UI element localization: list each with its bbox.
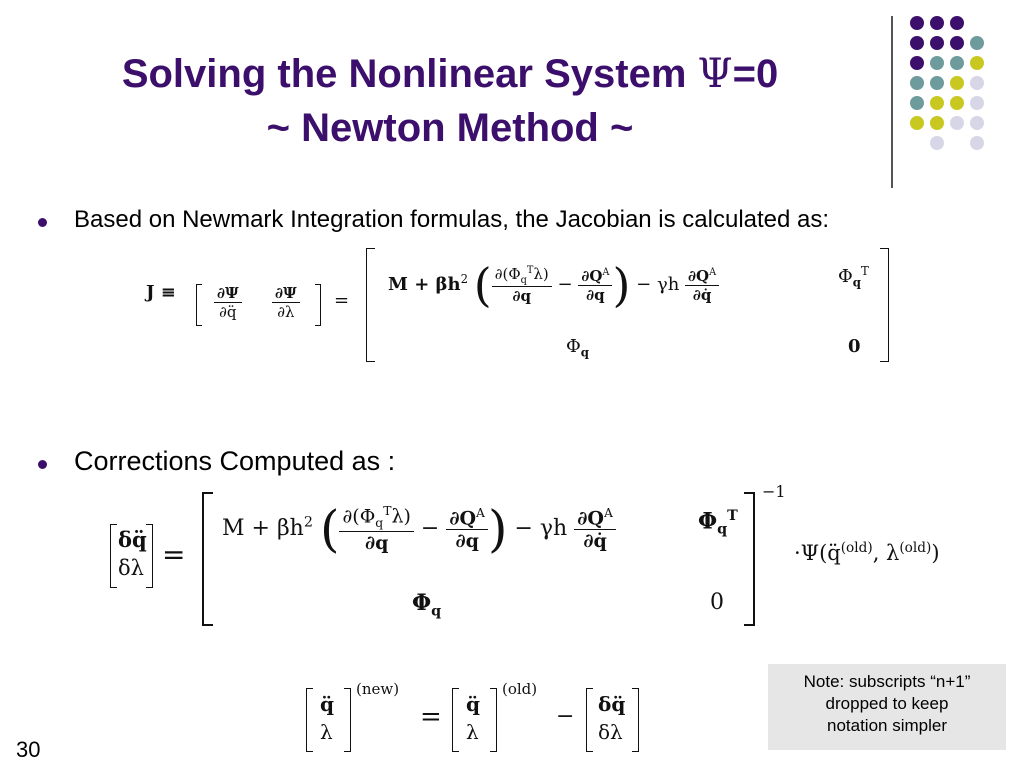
decorative-dot xyxy=(970,36,984,50)
correction-matrix-right-bracket xyxy=(744,492,755,626)
old-sup-1: (old) xyxy=(840,540,873,556)
correction-phi-t xyxy=(698,508,738,538)
asup2-2: A xyxy=(603,505,613,520)
decorative-dot xyxy=(930,116,944,130)
asup2: A xyxy=(709,266,717,278)
tsup: T xyxy=(526,265,534,276)
decorative-dot xyxy=(950,96,964,110)
asup-2: A xyxy=(476,505,485,520)
dqa2-2: ∂Q xyxy=(577,507,604,530)
pn1b: λ) xyxy=(533,265,549,283)
decorative-dot xyxy=(910,76,924,90)
minus-2: − xyxy=(420,516,440,541)
phi2: Φ xyxy=(566,336,581,357)
update-equals: = xyxy=(420,702,442,732)
title-eq: =0 xyxy=(732,52,779,96)
decorative-dot xyxy=(910,56,924,70)
pd2-2: ∂q xyxy=(455,530,479,553)
correction-zero: 0 xyxy=(710,590,724,615)
qdd-new: q̈ xyxy=(320,692,334,716)
sq2: 2 xyxy=(303,514,313,531)
pn1-2: ∂(Φ xyxy=(342,505,376,528)
old-vector-left-bracket xyxy=(452,688,459,752)
asup: A xyxy=(602,266,610,278)
old-vector-right-bracket xyxy=(490,688,497,752)
new-vector-left-bracket xyxy=(306,688,313,752)
correction-matrix-left-bracket xyxy=(202,492,213,626)
close-paren: ) xyxy=(931,541,940,565)
decorative-dot xyxy=(970,76,984,90)
phi3: Φ xyxy=(698,508,718,535)
qdd-old: q̈ xyxy=(466,692,480,716)
dqa2: ∂Q xyxy=(688,266,710,285)
note-line1: Note: subscripts “n+1” xyxy=(803,672,971,691)
old-sup-2: (old) xyxy=(899,540,932,556)
decorative-dot xyxy=(970,96,984,110)
jacobian-right-bracket xyxy=(315,284,321,326)
gamma-h: − γh xyxy=(636,274,680,295)
decorative-dot xyxy=(950,56,964,70)
lambda-old-v: λ xyxy=(466,720,479,744)
delta-lambda-2: δλ xyxy=(598,720,623,744)
old-vector xyxy=(466,690,480,746)
inverse-exponent: −1 xyxy=(762,482,786,501)
delta-vector xyxy=(118,526,147,582)
dqa-2: ∂Q xyxy=(449,507,477,530)
decorative-dot xyxy=(950,116,964,130)
decorative-dot xyxy=(930,96,944,110)
paren-close: ) xyxy=(612,258,631,312)
phi: Φ xyxy=(838,266,853,287)
decorative-dot xyxy=(970,116,984,130)
qsub-2: q xyxy=(375,516,384,531)
decorative-dot xyxy=(910,116,924,130)
bullet-2-text: Corrections Computed as : xyxy=(74,446,396,476)
slide-title-line2: ~ Newton Method ~ xyxy=(266,106,634,150)
decorative-dot xyxy=(950,16,964,30)
delta-update-vector xyxy=(598,690,625,746)
new-sup: (new) xyxy=(356,680,400,698)
jacobian-deriv-2 xyxy=(272,284,300,321)
m-plus: M + βh xyxy=(388,274,461,295)
minus: − xyxy=(557,274,573,295)
pn1b-2: λ) xyxy=(391,505,411,528)
note-line3: notation simpler xyxy=(826,716,947,735)
bullet-icon xyxy=(38,218,47,227)
jacobian-matrix-right-bracket xyxy=(880,248,889,362)
decorative-dot xyxy=(950,76,964,90)
new-vector xyxy=(320,690,334,746)
title-psi: Ψ xyxy=(697,51,733,97)
note-line2: dropped to keep xyxy=(825,694,949,713)
dqdot: ∂q̇ xyxy=(692,285,712,304)
sq: 2 xyxy=(460,272,469,286)
decorative-dot xyxy=(930,36,944,50)
pd-2: ∂q xyxy=(364,531,389,554)
old-sup: (old) xyxy=(502,680,538,698)
slide-title-line1 xyxy=(60,48,840,100)
delta-update-left-bracket xyxy=(586,688,593,752)
decorative-dot xyxy=(910,36,924,50)
jacobian-equals: = xyxy=(334,290,350,311)
paren-open-2: ( xyxy=(319,500,340,558)
note-box xyxy=(768,664,1006,750)
qs: q xyxy=(852,275,861,290)
correction-row1 xyxy=(222,500,616,558)
paren-open: ( xyxy=(473,258,492,312)
gamma-h-2: − γh xyxy=(514,516,568,541)
dqa: ∂Q xyxy=(581,266,603,285)
phi4: Φ xyxy=(412,590,432,616)
jacobian-matrix-left-bracket xyxy=(366,248,375,362)
pn1: ∂(Φ xyxy=(494,265,521,283)
decorative-dot xyxy=(970,56,984,70)
correction-phi-q xyxy=(412,590,441,619)
jacobian-row1 xyxy=(388,258,719,312)
psi-call-text: ·Ψ(q̈ xyxy=(794,541,841,565)
d1-num: ∂Ψ xyxy=(214,284,242,303)
qs4: q xyxy=(431,603,442,620)
delta-vector-left-bracket xyxy=(110,524,117,588)
update-minus: − xyxy=(556,704,575,729)
page-number: 30 xyxy=(16,737,41,762)
jacobian-deriv-1 xyxy=(214,284,242,321)
tsup-2: T xyxy=(383,504,392,519)
corrections-equals: = xyxy=(162,538,186,571)
bullet-icon xyxy=(38,460,47,469)
decorative-dot xyxy=(970,136,984,150)
psi-call xyxy=(794,540,940,565)
delta-qdd-2: δq̈ xyxy=(598,692,626,716)
new-vector-right-bracket xyxy=(344,688,351,752)
ts3: T xyxy=(727,508,738,524)
decorative-dot xyxy=(910,96,924,110)
d1-den: ∂q̈ xyxy=(219,303,237,321)
jacobian-zero: 0 xyxy=(848,336,861,357)
bullet-1-text: Based on Newmark Integration formulas, the Jacobian is calculated as: xyxy=(74,206,830,233)
decorative-dot xyxy=(910,16,924,30)
decorative-dot xyxy=(950,36,964,50)
delta-qdd: δq̈ xyxy=(118,527,147,552)
paren-close-2: ) xyxy=(487,500,508,558)
dqdot-2: ∂q̇ xyxy=(583,530,607,553)
jacobian-equation xyxy=(146,282,176,303)
ts: T xyxy=(860,264,869,278)
decorative-dot xyxy=(930,136,944,150)
d2-num: ∂Ψ xyxy=(272,284,300,303)
lambda-new: λ xyxy=(320,720,333,744)
pd2: ∂q xyxy=(586,285,605,304)
jacobian-left-bracket xyxy=(196,284,202,326)
lambda-old: , λ xyxy=(872,541,900,565)
qs2: q xyxy=(580,345,589,360)
delta-vector-right-bracket xyxy=(146,524,153,588)
decorative-dot xyxy=(930,56,944,70)
m-plus-2: M + βh xyxy=(222,516,304,541)
jacobian-phi-t xyxy=(838,264,869,290)
d2-den: ∂λ xyxy=(277,303,295,321)
decorative-dot xyxy=(930,76,944,90)
qs3: q xyxy=(717,521,728,538)
jacobian-lhs: J ≡ xyxy=(146,282,176,303)
decorative-divider xyxy=(891,16,893,188)
decorative-dot xyxy=(930,16,944,30)
pd: ∂q xyxy=(512,287,531,305)
jacobian-phi-q xyxy=(566,336,589,360)
qsub: q xyxy=(520,275,527,286)
delta-lambda: δλ xyxy=(118,556,144,580)
title-text: Solving the Nonlinear System xyxy=(121,52,698,96)
delta-update-right-bracket xyxy=(632,688,639,752)
